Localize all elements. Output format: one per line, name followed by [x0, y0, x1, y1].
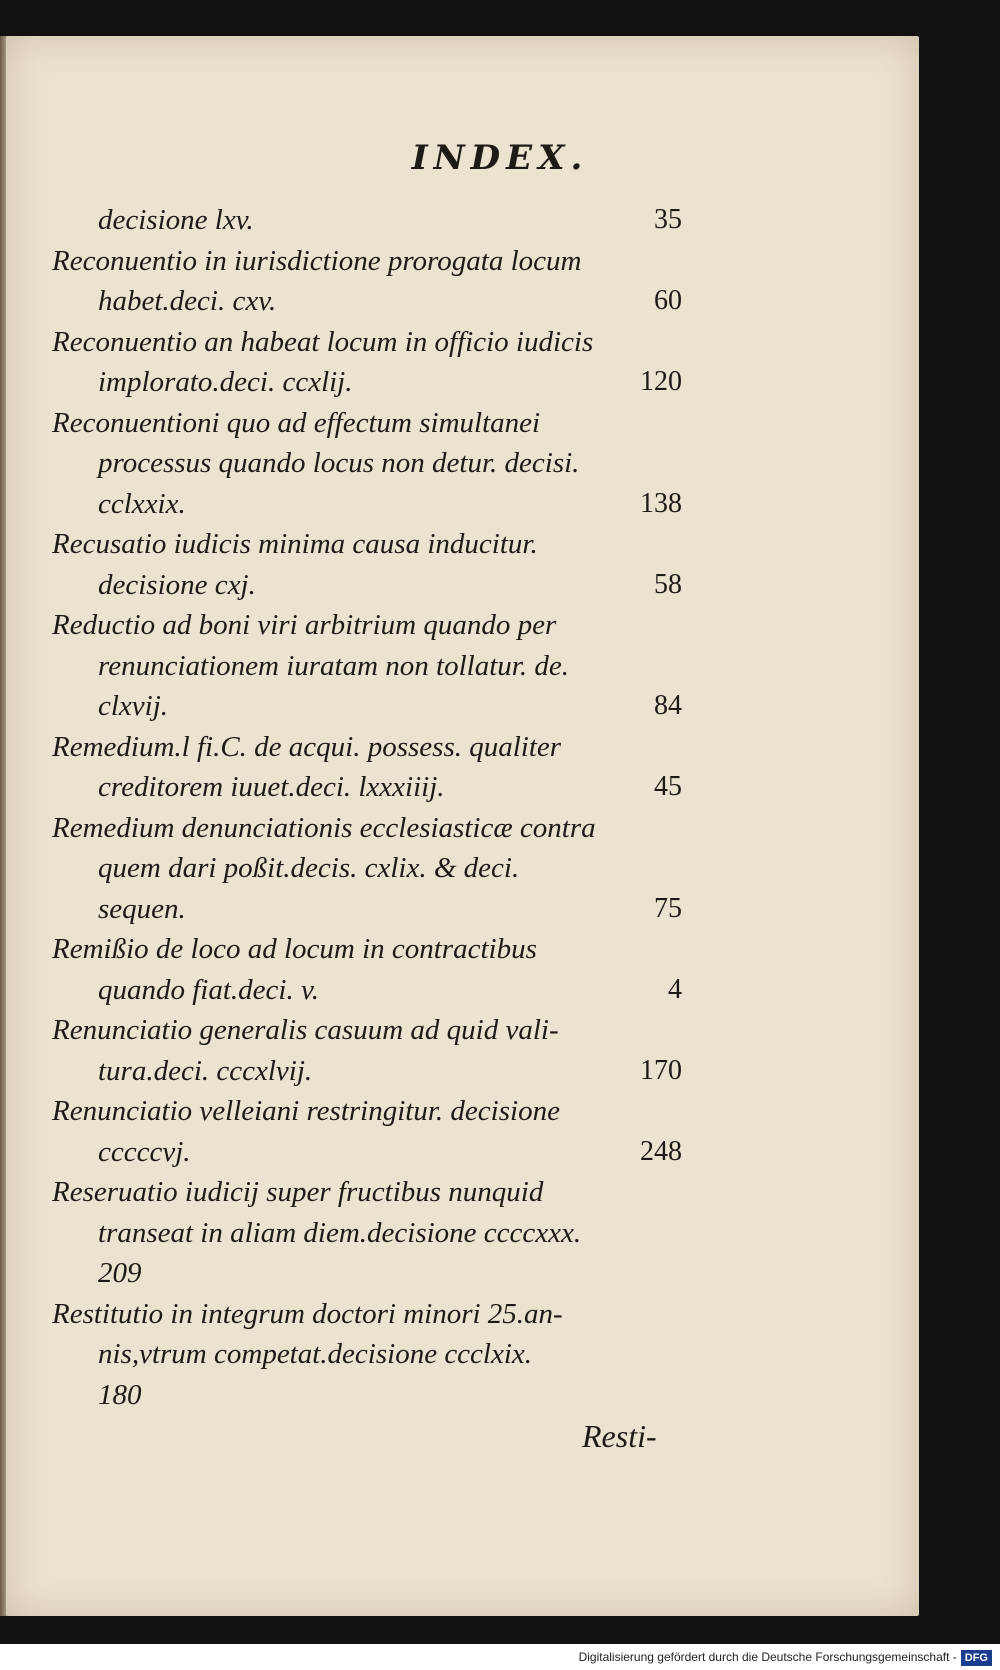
entry-text: Reconuentio in iurisdictione prorogata locum: [52, 244, 582, 277]
page-number: 35: [654, 204, 682, 235]
index-entry-line: [52, 443, 682, 484]
index-entry-line: [52, 686, 682, 727]
entry-text: decisione lxv.: [98, 204, 254, 236]
entry-text: cclxxix.: [98, 487, 186, 520]
index-entry: [52, 929, 682, 1010]
index-entry: [52, 1294, 682, 1416]
index-entry: [52, 605, 682, 727]
entry-text: Renunciatio generalis casuum ad quid vali-: [52, 1014, 559, 1046]
index-entry-line: [52, 1334, 682, 1375]
index-entry-line: [52, 605, 682, 646]
entry-text: Restitutio in integrum doctori minori 25.an-: [52, 1297, 563, 1330]
index-entry-line: [52, 241, 682, 282]
index-entry-line: [52, 1132, 682, 1173]
entry-text: Reseruatio iudicij super fructibus nunquid: [52, 1176, 544, 1208]
index-entry-line: [52, 889, 682, 930]
page-number: 75: [654, 892, 682, 924]
index-entry-line: [52, 1091, 682, 1132]
index-entry: [52, 322, 682, 403]
index-entry-line: [52, 1051, 682, 1092]
entry-text: Recusatio iudicis minima causa inducitur.: [52, 528, 538, 560]
index-entry: [52, 727, 682, 808]
entry-text: Reconuentioni quo ad effectum simultanei: [52, 406, 541, 439]
index-entry-line: [52, 848, 682, 889]
page-number: 170: [640, 1054, 682, 1086]
entry-text: tura.deci. cccxlvij.: [98, 1054, 313, 1087]
entry-text: decisione cxj.: [98, 568, 256, 601]
page-number: 60: [654, 285, 682, 316]
entry-text: Reductio ad boni viri arbitrium quando per: [52, 609, 557, 641]
digitization-footer: [0, 1644, 1000, 1670]
index-entry-line: [52, 1213, 682, 1254]
index-entry-line: [52, 1375, 682, 1416]
index-entry-line: [52, 281, 682, 322]
entry-text: clxvij.: [98, 690, 169, 722]
index-entry-line: [52, 403, 682, 444]
entry-text: processus quando locus non detur. decisi.: [98, 447, 580, 479]
index-entry-line: [52, 1010, 682, 1051]
index-entry-line: [52, 970, 682, 1011]
index-entry-line: [52, 767, 682, 808]
entry-text: implorato.deci. ccxlij.: [98, 366, 353, 398]
index-entry: [52, 1091, 682, 1172]
index-entry-line: [52, 1172, 682, 1213]
dfg-logo: DFG: [961, 1650, 992, 1666]
index-entry-line: [52, 565, 682, 606]
index-entry: [52, 808, 682, 930]
entry-text: quando fiat.deci. v.: [98, 973, 319, 1006]
entry-text: creditorem iuuet.deci. lxxxiiij.: [98, 771, 445, 803]
index-entry-line: [52, 524, 682, 565]
index-entry-line: [52, 808, 682, 849]
index-entry: [52, 200, 682, 241]
page-number: 45: [654, 771, 682, 802]
entry-text: Reconuentio an habeat locum in officio iudicis: [52, 325, 594, 358]
index-entry-line: [52, 727, 682, 768]
page-number: 138: [640, 487, 682, 519]
index-entry-line: [52, 929, 682, 970]
index-entry-line: [52, 484, 682, 525]
footer-text: Digitalisierung gefördert durch die Deutsche Forschungsgemeinschaft -: [578, 1650, 957, 1664]
entry-text: Renunciatio velleiani restringitur. decisione: [52, 1095, 560, 1127]
entry-text: Remißio de loco ad locum in contractibus: [52, 933, 537, 965]
index-entry-line: [52, 1253, 682, 1294]
index-entry-line: [52, 362, 682, 403]
entry-text: cccccvj.: [98, 1135, 191, 1168]
page-number: 84: [654, 690, 682, 721]
entry-text: habet.deci. cxv.: [98, 285, 277, 317]
page-number: 58: [654, 568, 682, 600]
index-entry: [52, 1010, 682, 1091]
index-entry: [52, 524, 682, 605]
index-entry-line: [52, 322, 682, 363]
index-entry-line: [52, 200, 682, 241]
index-entry: [52, 403, 682, 525]
index-entries: [52, 200, 682, 1415]
entry-text: quem dari poßit.decis. cxlix. & deci.: [98, 852, 520, 884]
index-entry: [52, 241, 682, 322]
index-entry: [52, 1172, 682, 1294]
index-entry-line: [52, 646, 682, 687]
index-entry-line: [52, 1294, 682, 1335]
entry-text: 209: [98, 1257, 142, 1289]
entry-text: sequen.: [98, 892, 186, 925]
page-number: 248: [640, 1135, 682, 1167]
page-number: 120: [640, 366, 682, 397]
entry-text: nis,vtrum competat.decisione ccclxix.: [98, 1338, 533, 1370]
entry-text: Remedium.l fi.C. de acqui. possess. qualiter: [52, 730, 562, 763]
page-number: 4: [668, 973, 682, 1005]
entry-text: transeat in aliam diem.decisione ccccxxx.: [98, 1216, 582, 1249]
entry-text: 180: [98, 1378, 142, 1411]
entry-text: Remedium denunciationis ecclesiasticæ contra: [52, 811, 596, 844]
entry-text: renunciationem iuratam non tollatur. de.: [98, 649, 569, 682]
catchword: Resti-: [582, 1418, 657, 1454]
page-header: INDEX.: [411, 138, 589, 178]
